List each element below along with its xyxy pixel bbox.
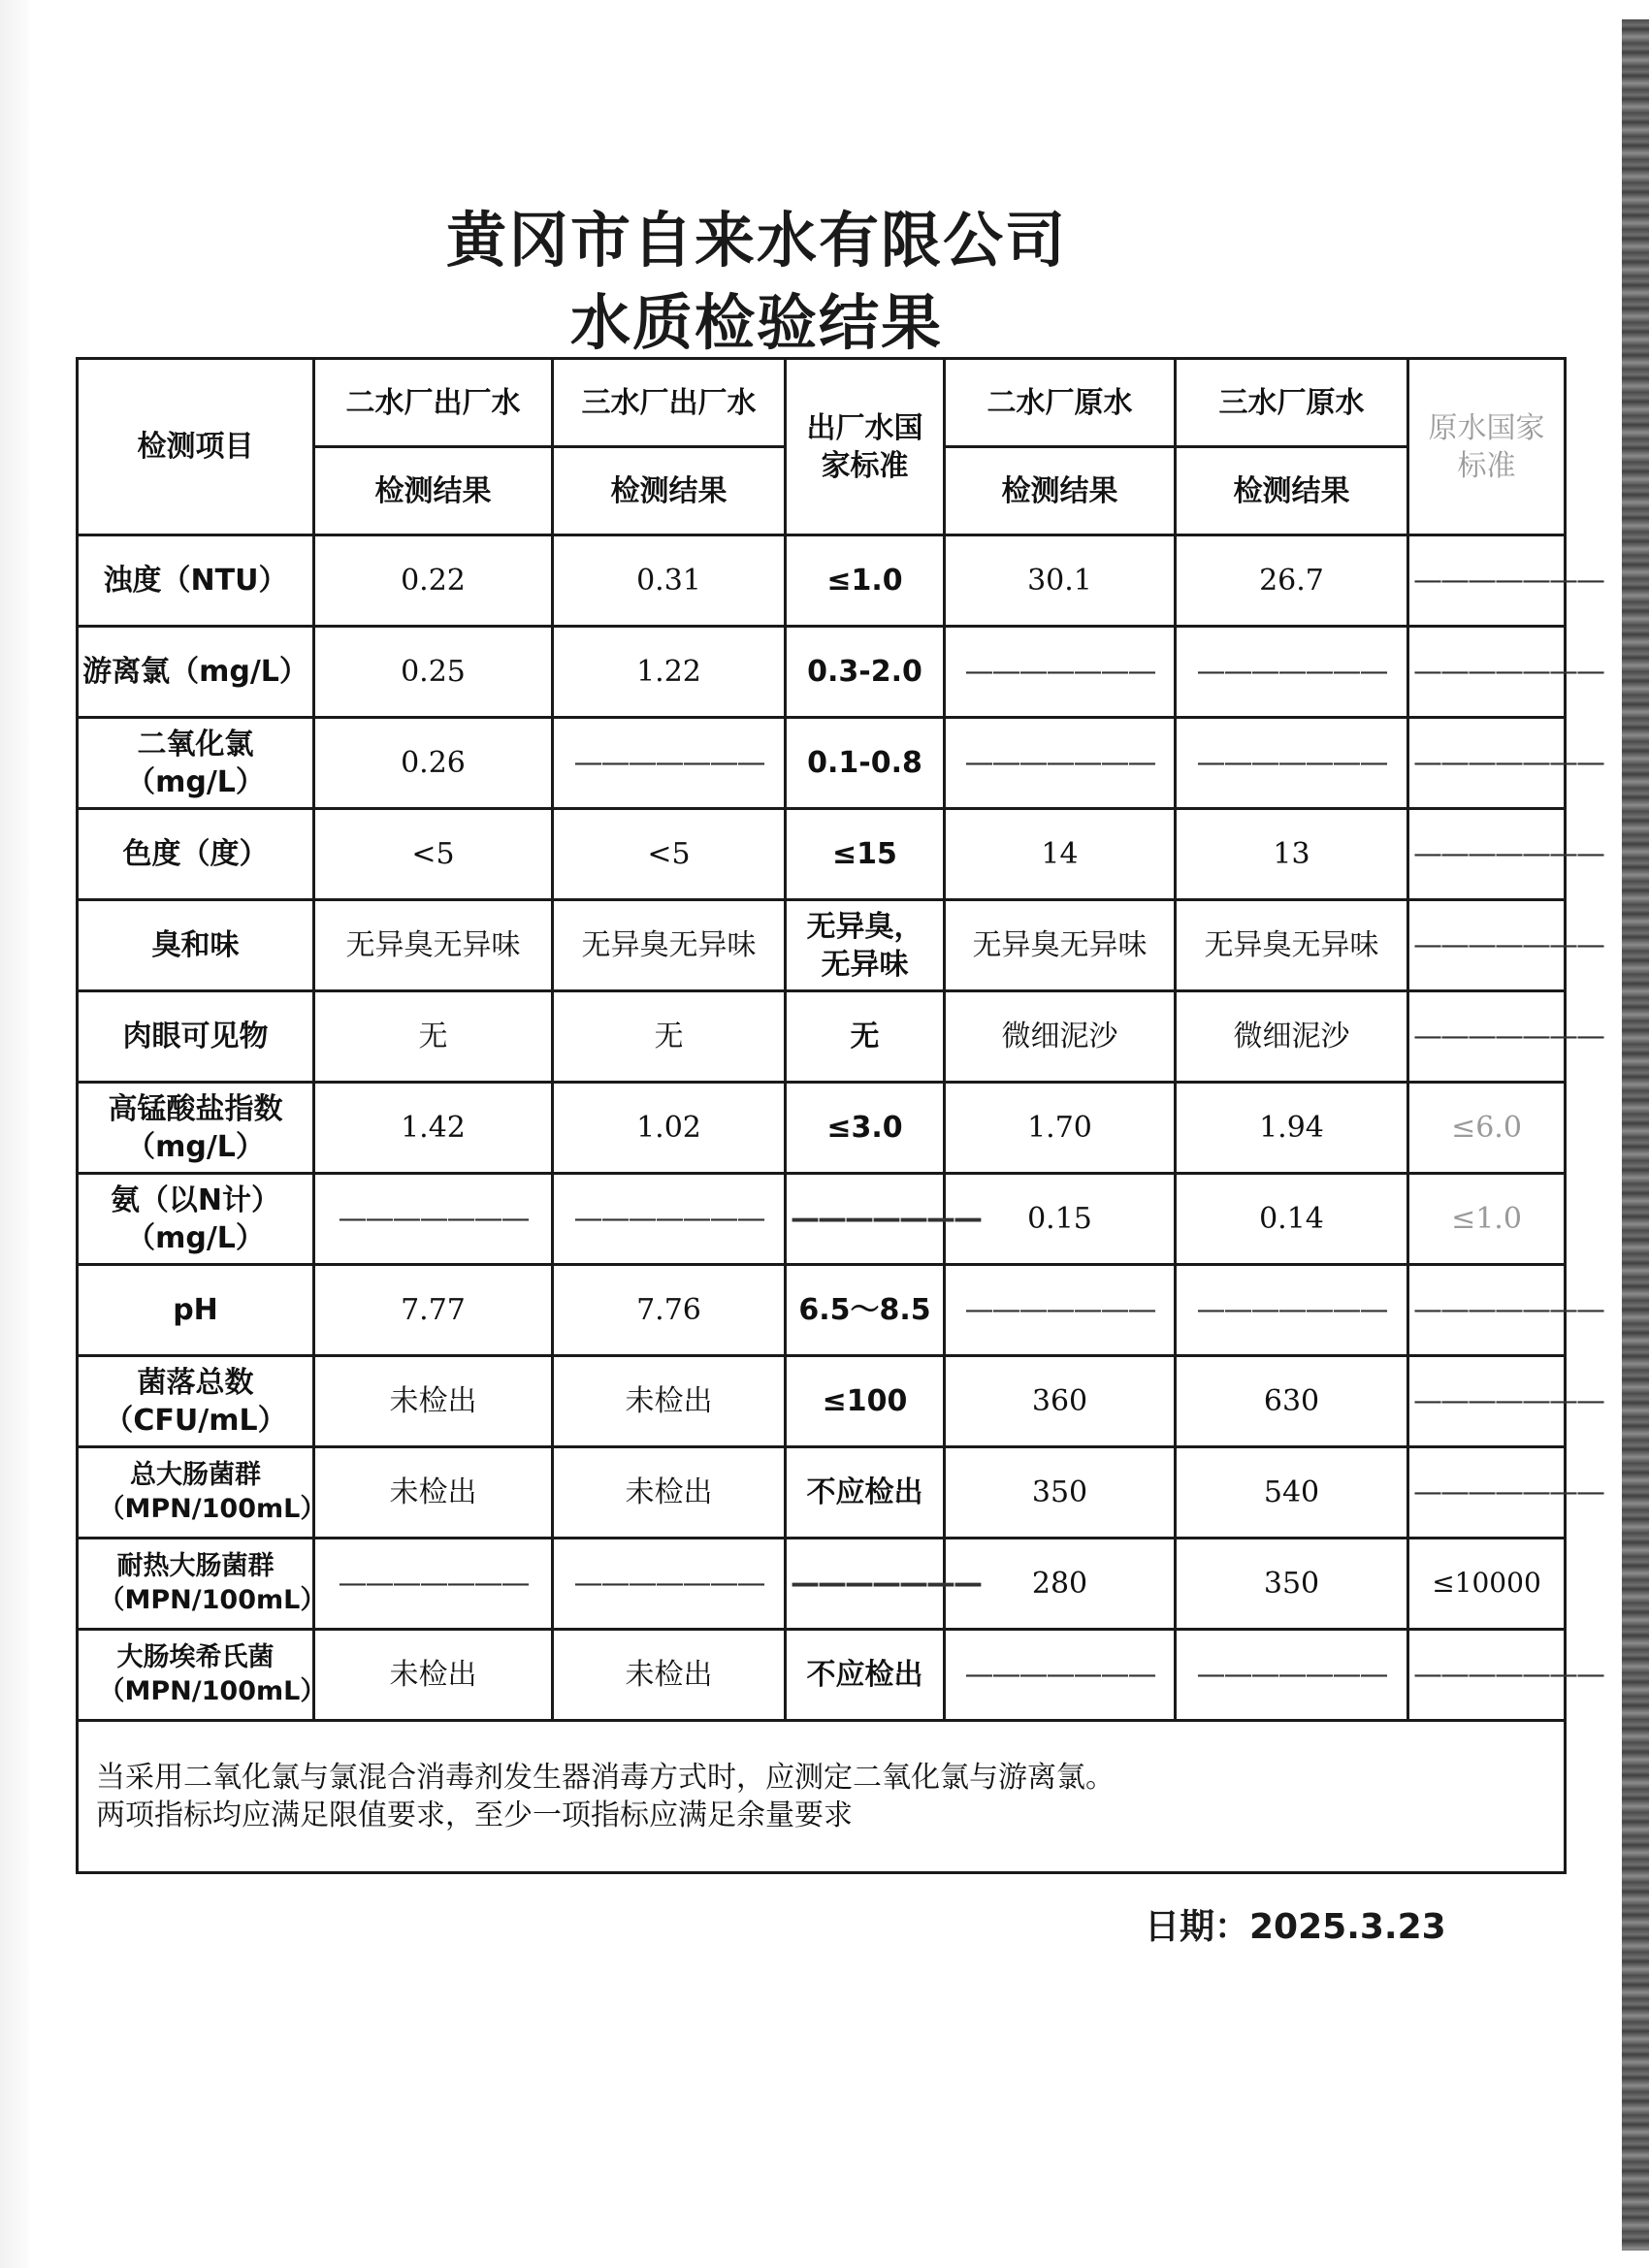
cell-plant3-out: 0.31: [553, 535, 786, 627]
item-label: 浊度（NTU）: [78, 535, 314, 627]
header-out-standard: 出厂水国家标准: [786, 359, 945, 535]
cell-plant2-raw: ———————: [945, 627, 1176, 718]
cell-raw-standard: ———————: [1408, 991, 1566, 1083]
cell-raw-standard: ≤6.0: [1408, 1083, 1566, 1174]
cell-plant2-raw: 360: [945, 1356, 1176, 1447]
table-row: [78, 627, 1566, 718]
cell-plant2-out: 0.26: [314, 718, 553, 809]
cell-plant3-out: 无异臭无异味: [553, 900, 786, 991]
header-plant3-raw: 三水厂原水: [1176, 359, 1408, 447]
cell-plant3-raw: ———————: [1176, 1265, 1408, 1356]
cell-raw-standard: ———————: [1408, 1356, 1566, 1447]
item-label: 游离氯（mg/L）: [78, 627, 314, 718]
cell-raw-standard: ≤10000: [1408, 1539, 1566, 1630]
cell-plant3-raw: 13: [1176, 809, 1408, 900]
cell-plant3-out: <5: [553, 809, 786, 900]
cell-plant2-raw: ———————: [945, 718, 1176, 809]
report-title: 水质检验结果: [569, 287, 943, 358]
item-label: 大肠埃希氏菌（MPN/100mL）: [78, 1630, 314, 1721]
cell-raw-standard: ———————: [1408, 1265, 1566, 1356]
item-label: 臭和味: [78, 900, 314, 991]
report-date: 日期：2025.3.23: [1145, 1907, 1446, 1947]
cell-out-standard: 0.1-0.8: [786, 718, 945, 809]
item-label: 总大肠菌群（MPN/100mL）: [78, 1447, 314, 1539]
table-row: [78, 535, 1566, 627]
table-row: [78, 991, 1566, 1083]
table-row: [78, 1265, 1566, 1356]
cell-plant2-out: 0.22: [314, 535, 553, 627]
cell-plant3-raw: 微细泥沙: [1176, 991, 1408, 1083]
cell-plant3-out: 1.22: [553, 627, 786, 718]
header-row-1: [78, 359, 1566, 447]
cell-plant2-raw: ———————: [945, 1265, 1176, 1356]
cell-out-standard: 6.5～8.5: [786, 1265, 945, 1356]
cell-plant2-raw: 14: [945, 809, 1176, 900]
cell-plant2-raw: 1.70: [945, 1083, 1176, 1174]
header-result: 检测结果: [1176, 447, 1408, 535]
cell-plant3-raw: 540: [1176, 1447, 1408, 1539]
table-row: [78, 809, 1566, 900]
item-label: 肉眼可见物: [78, 991, 314, 1083]
item-label: 色度（度）: [78, 809, 314, 900]
cell-plant2-raw: 无异臭无异味: [945, 900, 1176, 991]
cell-plant3-out: ———————: [553, 1539, 786, 1630]
cell-raw-standard: ———————: [1408, 718, 1566, 809]
cell-out-standard: ≤3.0: [786, 1083, 945, 1174]
cell-raw-standard: ———————: [1408, 1630, 1566, 1721]
cell-out-standard: 无: [786, 991, 945, 1083]
cell-plant3-raw: ———————: [1176, 1630, 1408, 1721]
footnote: [78, 1721, 1566, 1873]
header-plant2-out: 二水厂出厂水: [314, 359, 553, 447]
cell-plant3-out: ———————: [553, 1174, 786, 1265]
cell-plant3-out: 1.02: [553, 1083, 786, 1174]
cell-plant3-raw: 无异臭无异味: [1176, 900, 1408, 991]
scan-shadow-right: [1622, 19, 1649, 2251]
cell-plant2-raw: 30.1: [945, 535, 1176, 627]
water-quality-table: [76, 357, 1603, 1874]
cell-plant3-raw: 0.14: [1176, 1174, 1408, 1265]
cell-plant2-raw: 280: [945, 1539, 1176, 1630]
cell-out-standard: 无异臭，无异味: [786, 900, 945, 991]
cell-plant3-raw: ———————: [1176, 718, 1408, 809]
cell-out-standard: ≤15: [786, 809, 945, 900]
cell-plant2-out: 1.42: [314, 1083, 553, 1174]
footnote-line-2: 两项指标均应满足限值要求，至少一项指标应满足余量要求: [96, 1798, 853, 1832]
cell-out-standard: 不应检出: [786, 1447, 945, 1539]
cell-plant3-out: 未检出: [553, 1630, 786, 1721]
header-plant2-raw: 二水厂原水: [945, 359, 1176, 447]
cell-plant2-out: ———————: [314, 1539, 553, 1630]
cell-out-standard: ≤1.0: [786, 535, 945, 627]
cell-out-standard: 0.3-2.0: [786, 627, 945, 718]
cell-plant3-out: ———————: [553, 718, 786, 809]
table-row: [78, 1447, 1566, 1539]
header-item: 检测项目: [78, 359, 314, 535]
table-row: [78, 900, 1566, 991]
item-label: 菌落总数（CFU/mL）: [78, 1356, 314, 1447]
table-row: [78, 1539, 1566, 1630]
cell-plant3-raw: 630: [1176, 1356, 1408, 1447]
cell-plant3-raw: ———————: [1176, 627, 1408, 718]
cell-plant3-out: 未检出: [553, 1447, 786, 1539]
header-raw-standard: 原水国家标准: [1408, 359, 1566, 535]
header-result: 检测结果: [314, 447, 553, 535]
cell-plant2-raw: 微细泥沙: [945, 991, 1176, 1083]
item-label: 二氧化氯（mg/L）: [78, 718, 314, 809]
cell-plant3-out: 7.76: [553, 1265, 786, 1356]
cell-plant2-out: 未检出: [314, 1356, 553, 1447]
cell-plant2-out: 0.25: [314, 627, 553, 718]
cell-plant2-raw: ———————: [945, 1630, 1176, 1721]
cell-plant3-out: 无: [553, 991, 786, 1083]
cell-plant3-raw: 1.94: [1176, 1083, 1408, 1174]
company-title: 黄冈市自来水有限公司: [445, 205, 1067, 275]
cell-out-standard: ———————: [786, 1174, 945, 1265]
item-label: pH: [78, 1265, 314, 1356]
cell-out-standard: ———————: [786, 1539, 945, 1630]
header-result: 检测结果: [945, 447, 1176, 535]
item-label: 高锰酸盐指数（mg/L）: [78, 1083, 314, 1174]
table-row: [78, 1356, 1566, 1447]
cell-plant2-raw: 350: [945, 1447, 1176, 1539]
cell-plant2-raw: 0.15: [945, 1174, 1176, 1265]
cell-plant2-out: 未检出: [314, 1630, 553, 1721]
header-result: 检测结果: [553, 447, 786, 535]
footnote-line-1: 当采用二氧化氯与氯混合消毒剂发生器消毒方式时，应测定二氧化氯与游离氯。: [96, 1761, 1115, 1795]
cell-plant2-out: ———————: [314, 1174, 553, 1265]
table-row: [78, 1083, 1566, 1174]
cell-plant2-out: 无异臭无异味: [314, 900, 553, 991]
cell-plant3-out: 未检出: [553, 1356, 786, 1447]
table-row: [78, 1630, 1566, 1721]
cell-plant2-out: 未检出: [314, 1447, 553, 1539]
cell-out-standard: ≤100: [786, 1356, 945, 1447]
cell-raw-standard: ———————: [1408, 1447, 1566, 1539]
cell-raw-standard: ≤1.0: [1408, 1174, 1566, 1265]
cell-raw-standard: ———————: [1408, 627, 1566, 718]
item-label: 耐热大肠菌群（MPN/100mL）: [78, 1539, 314, 1630]
cell-plant2-out: 7.77: [314, 1265, 553, 1356]
note-row: [78, 1721, 1566, 1873]
cell-out-standard: 不应检出: [786, 1630, 945, 1721]
item-label: 氨（以N计）（mg/L）: [78, 1174, 314, 1265]
cell-raw-standard: ———————: [1408, 809, 1566, 900]
cell-plant3-raw: 26.7: [1176, 535, 1408, 627]
table-row: [78, 1174, 1566, 1265]
cell-raw-standard: ———————: [1408, 535, 1566, 627]
cell-plant3-raw: 350: [1176, 1539, 1408, 1630]
cell-plant2-out: 无: [314, 991, 553, 1083]
table-row: [78, 718, 1566, 809]
cell-plant2-out: <5: [314, 809, 553, 900]
header-plant3-out: 三水厂出厂水: [553, 359, 786, 447]
cell-raw-standard: ———————: [1408, 900, 1566, 991]
